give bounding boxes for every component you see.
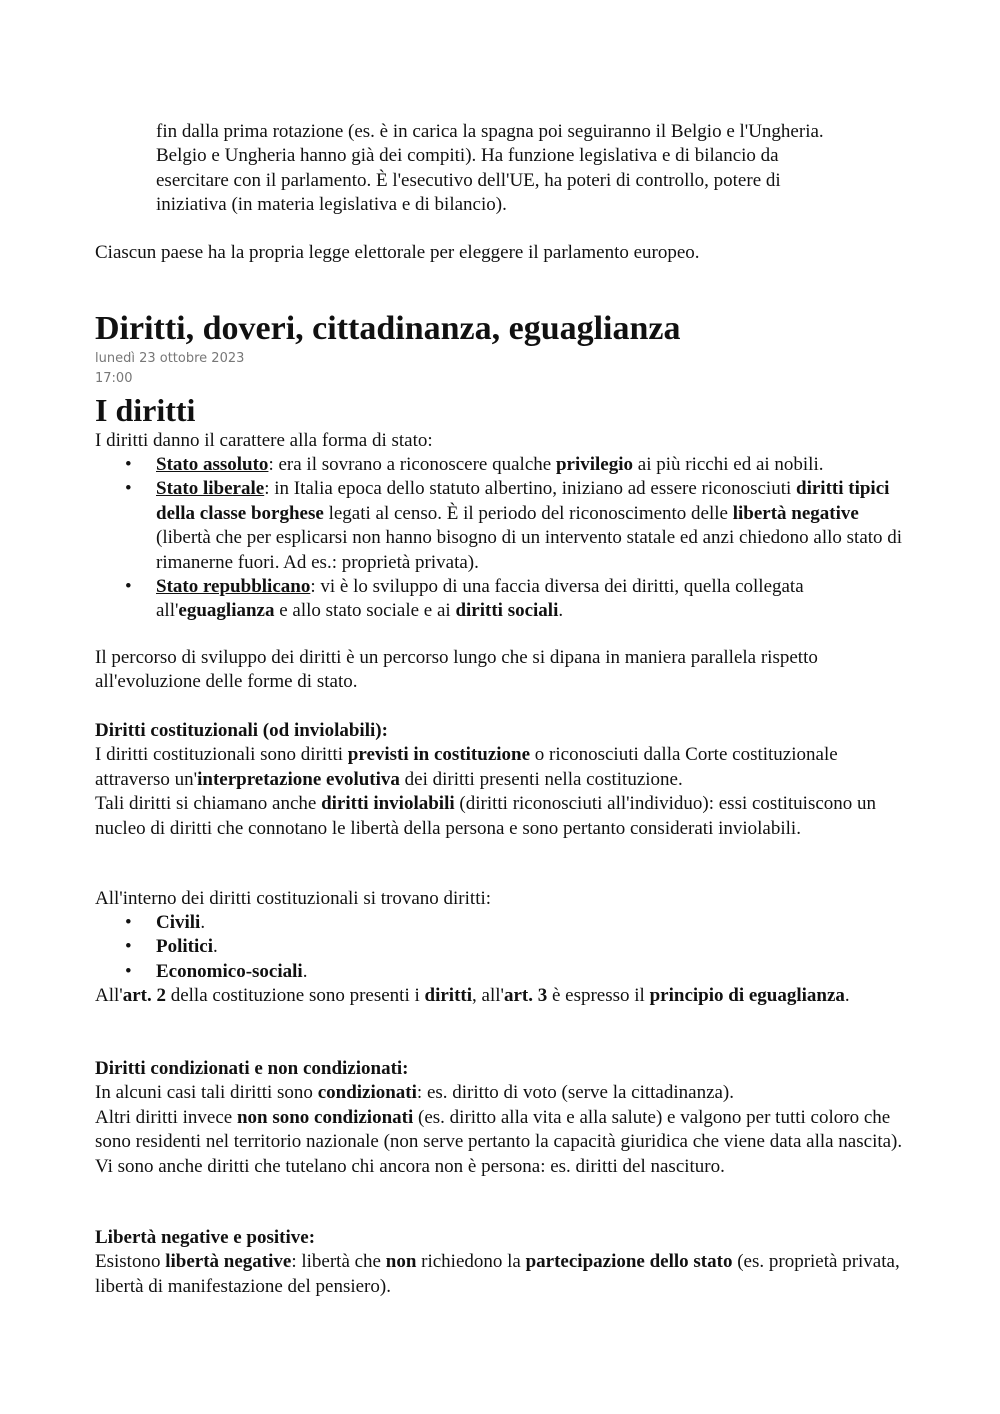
conditioned-block — [95, 1057, 915, 1179]
conditioned-line: Altri diritti invece non sono condizionati (es. diritto alla vita e alla salute) e valgono per tutti coloro che sono residenti nel territorio nazionale (non serve pertanto la capacità giuridica che viene data alla nascita). — [95, 1106, 903, 1153]
articles-paragraph: All'art. 2 della costituzione sono presenti i diritti, all'art. 3 è espresso il principio di eguaglianza. — [95, 985, 850, 1006]
bullet-icon: • — [125, 936, 132, 958]
intro-line: fin dalla prima rotazione (es. è in carica la spagna poi seguiranno il Belgio e l'Ungheria. — [156, 121, 824, 142]
intro-line: esercitare con il parlamento. È l'esecutivo dell'UE, ha poteri di controllo, potere di — [156, 169, 781, 191]
categories-lead: All'interno dei diritti costituzionali si trovano diritti: — [95, 888, 492, 909]
constitutional-heading: Diritti costituzionali (od inviolabili): — [95, 720, 388, 741]
electoral-note: Ciascun paese ha la propria legge elettorale per eleggere il parlamento europeo. — [95, 242, 700, 263]
bullet-icon: • — [125, 576, 132, 598]
conditioned-line: Vi sono anche diritti che tutelano chi ancora non è persona: es. diritti del nascituro. — [95, 1155, 725, 1177]
list-item: • Politici. — [95, 935, 915, 959]
term-stato-repubblicano: Stato repubblicano — [156, 576, 311, 598]
section-lead: I diritti danno il carattere alla forma di stato: — [95, 430, 433, 451]
list-item: • Stato liberale: in Italia epoca dello statuto albertino, iniziano ad essere riconosciuti diritti tipici della classe borghese legati al censo. È il periodo del riconoscimento delle libertà negative (libertà che per esplicarsi non hanno bisogno di un intervento statale ed anzi chiedono allo stato di rimanerne fuori. Ad es.: proprietà privata). — [125, 478, 903, 573]
intro-line: Belgio e Ungheria hanno già dei compiti). Ha funzione legislativa e di bilancio da — [156, 145, 779, 167]
liberties-block — [95, 1226, 915, 1299]
list-item: • Stato repubblicano: vi è lo sviluppo di una faccia diversa dei diritti, quella collegata all'eguaglianza e allo stato sociale e ai diritti sociali. — [125, 576, 804, 622]
conditioned-line: In alcuni casi tali diritti sono condizionati: es. diritto di voto (serve la cittadinanza). — [95, 1082, 735, 1104]
list-item: • Economico-sociali. — [95, 960, 915, 984]
term-stato-assoluto: Stato assoluto — [156, 454, 269, 475]
bullet-icon: • — [125, 454, 132, 475]
evolution-paragraph: Il percorso di sviluppo dei diritti è un percorso lungo che si dipana in maniera parallela rispetto all'evoluzione delle forme di stato. — [95, 647, 818, 693]
intro-line: iniziativa (in materia legislativa e di bilancio). — [156, 194, 507, 216]
intro-paragraph — [156, 120, 916, 218]
list-item: • Civili. — [95, 911, 915, 935]
constitutional-paragraph: I diritti costituzionali sono diritti previsti in costituzione o riconosciuti dalla Corte costituzionale attraverso un'interpretazione evolutiva dei diritti presenti nella costituzione. Tali diritti si chiamano anche diritti inviolabili (diritti riconosciuti all'individuo): essi costituiscono un nucleo di diritti che connotano le libertà della persona e sono pertanto considerati inviolabili. — [95, 744, 877, 839]
term-stato-liberale: Stato liberale — [156, 478, 265, 500]
categories-list — [95, 911, 915, 984]
page-time: 17:00 — [95, 371, 133, 386]
conditioned-heading: Diritti condizionati e non condizionati: — [95, 1058, 409, 1079]
liberties-heading: Libertà negative e positive: — [95, 1227, 316, 1248]
bullet-icon: • — [125, 912, 132, 933]
constitutional-block — [95, 719, 915, 841]
liberties-paragraph: Esistono libertà negative: libertà che non richiedono la partecipazione dello stato (es. proprietà privata, libertà di manifestazione del pensiero). — [95, 1251, 900, 1297]
page-date: lunedì 23 ottobre 2023 — [95, 351, 245, 366]
bullet-icon: • — [125, 960, 132, 982]
section-heading: I diritti — [95, 392, 196, 428]
bullet-icon: • — [125, 478, 132, 500]
page-title: Diritti, doveri, cittadinanza, eguaglianza — [95, 310, 681, 347]
state-forms-list — [95, 453, 915, 624]
list-item: • Stato assoluto: era il sovrano a riconoscere qualche privilegio ai più ricchi ed ai nobili. — [95, 453, 915, 477]
